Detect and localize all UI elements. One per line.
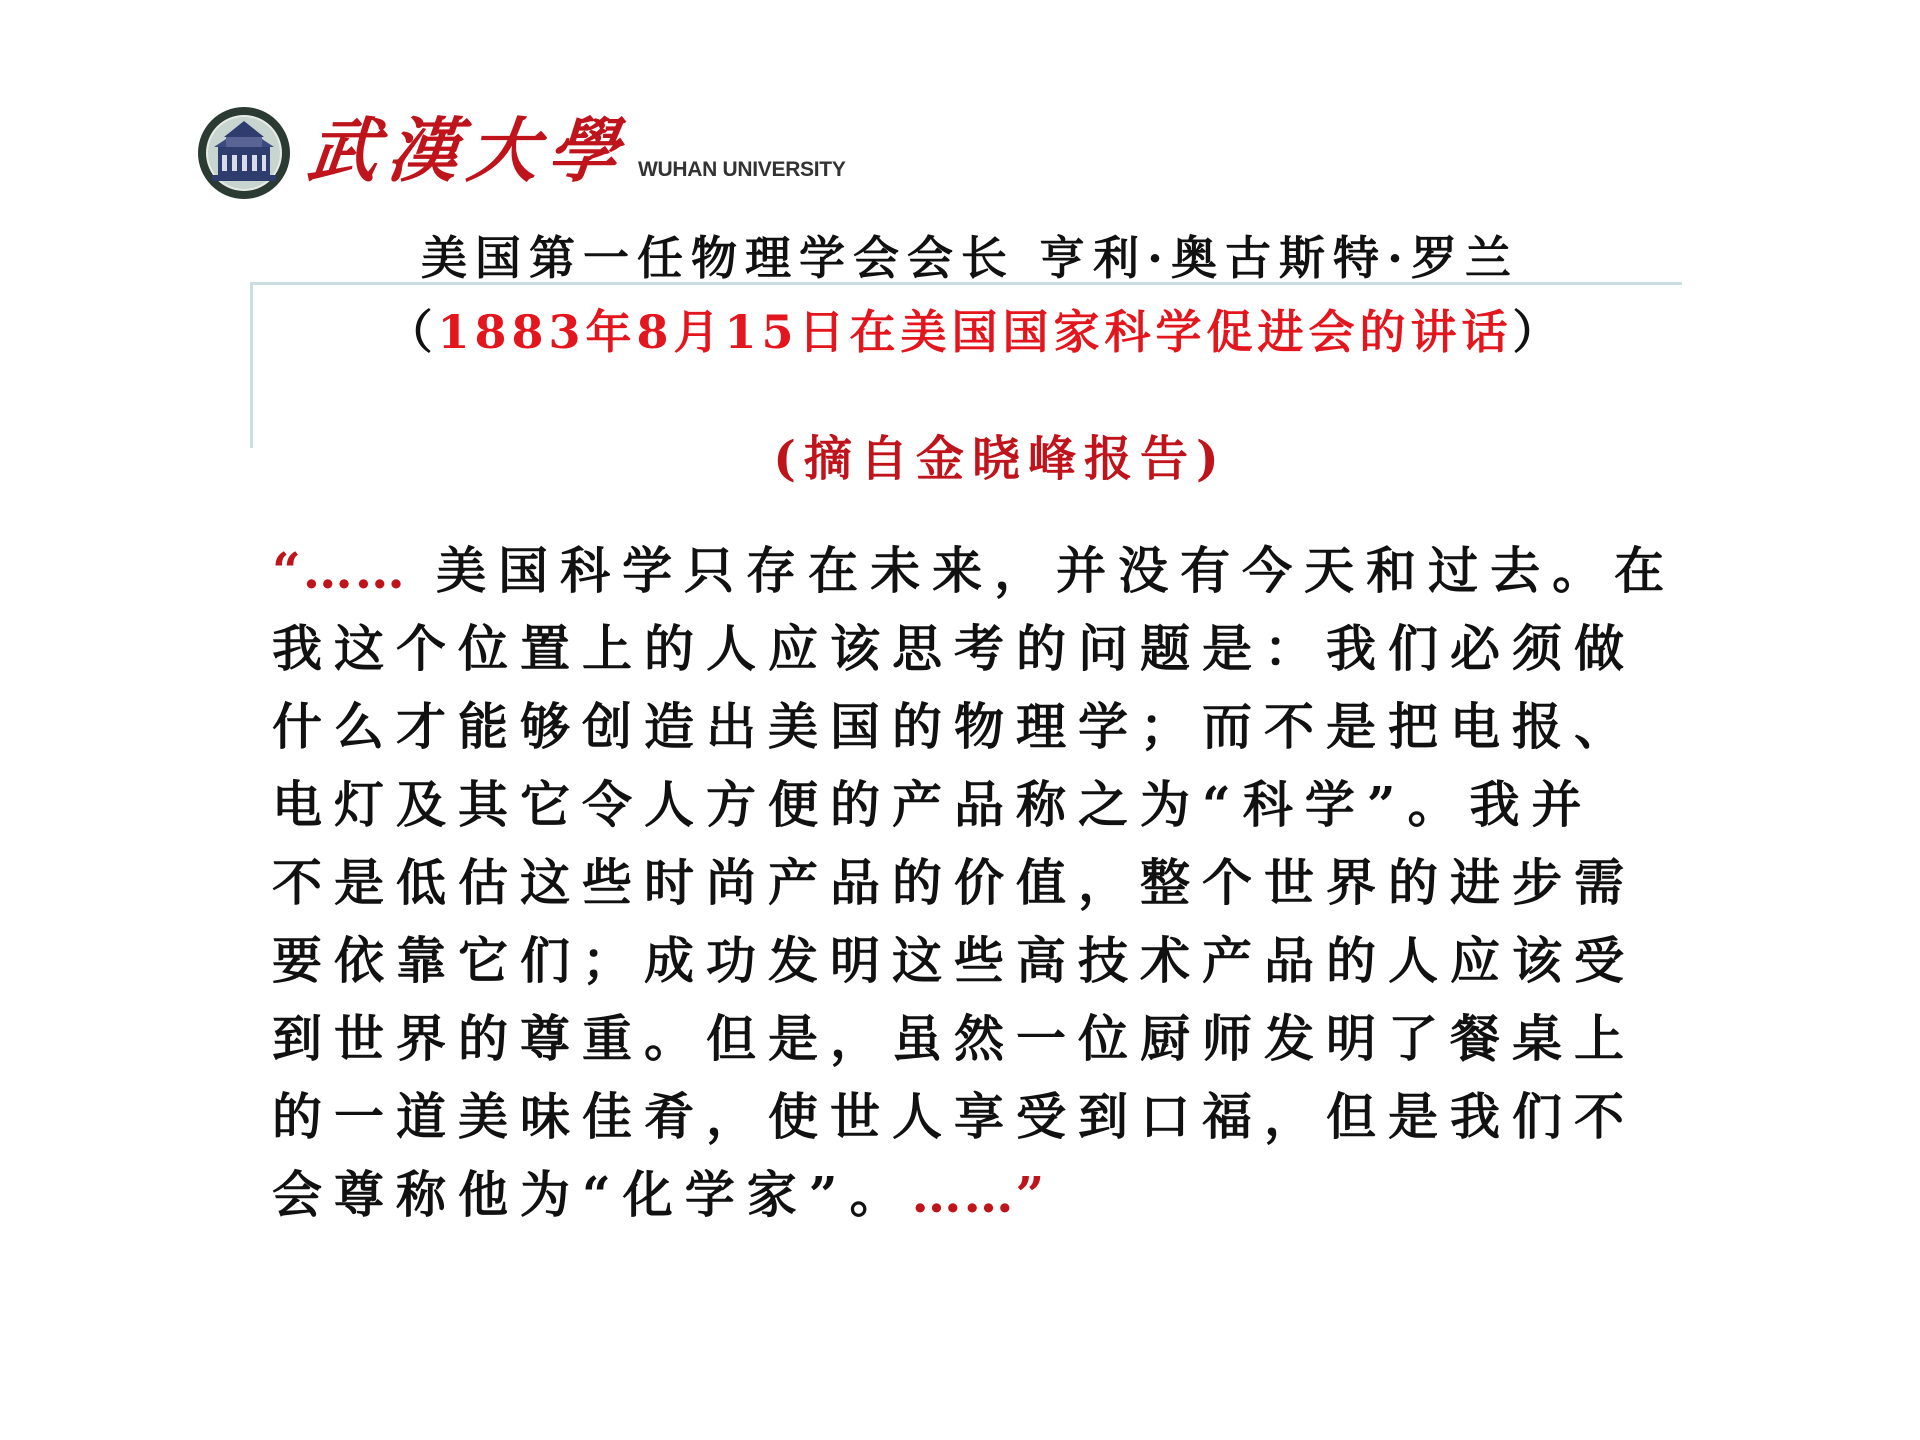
slide-title: 美国第一任物理学会会长 亨利·奥古斯特·罗兰 (420, 231, 1520, 285)
speech-date-text: 1883年8月15日在美国国家科学促进会的讲话 (437, 305, 1513, 359)
quote-line (272, 532, 1732, 610)
quote-line (272, 1156, 1732, 1234)
open-paren: （ (386, 305, 438, 359)
quote-line: 什么才能够创造出美国的物理学；而不是把电报、 (272, 697, 1636, 756)
quote-block (272, 532, 1732, 1234)
quote-line: 电灯及其它令人方便的产品称之为“科学”。我并 (272, 775, 1594, 834)
quote-line: 的一道美味佳肴，使世人享受到口福，但是我们不 (272, 1087, 1636, 1146)
wuhan-university-emblem-icon (196, 105, 292, 201)
quote-open-mark: “…… (272, 541, 407, 600)
source-note: (摘自金晓峰报告) (773, 431, 1227, 487)
quote-line: 到世界的尊重。但是，虽然一位厨师发明了餐桌上 (272, 1009, 1636, 1068)
quote-close-mark: ……” (911, 1165, 1047, 1224)
quote-line: 要依靠它们；成功发明这些高技术产品的人应该受 (272, 931, 1636, 990)
quote-line: 我这个位置上的人应该思考的问题是：我们必须做 (272, 619, 1636, 678)
logo-english-text: WUHAN UNIVERSITY (638, 158, 846, 181)
logo-chinese-wordmark: 武漢大學 (303, 109, 633, 192)
university-logo (196, 100, 896, 200)
quote-line-text: 会尊称他为“化学家”。 (272, 1165, 912, 1224)
quote-line: 不是低估这些时尚产品的价值，整个世界的进步需 (272, 853, 1636, 912)
speech-date-subtitle (0, 296, 1920, 362)
quote-line-text: 美国科学只存在未来，并没有今天和过去。在 (406, 541, 1677, 600)
close-paren: ） (1512, 305, 1564, 359)
